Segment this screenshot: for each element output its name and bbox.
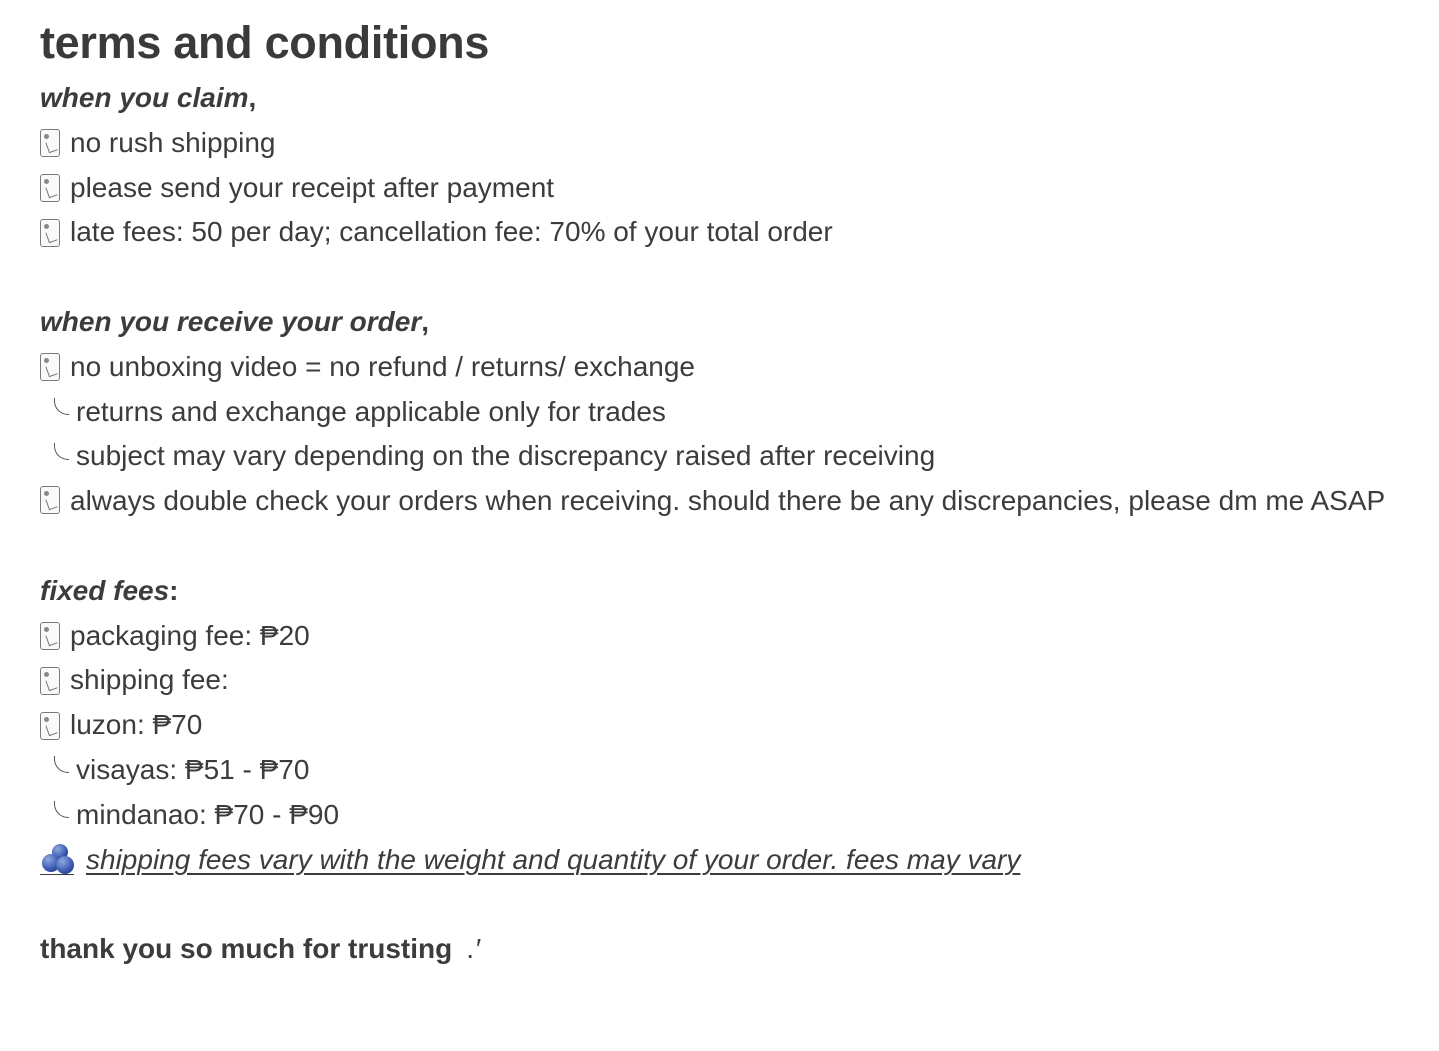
fees-heading-punct: : (169, 574, 179, 606)
mindanao-fee-text: mindanao: ₱70 - ₱90 (76, 798, 340, 830)
list-item (40, 658, 1439, 703)
blue-bubbles-icon (40, 844, 74, 875)
sub-list-item (40, 748, 1439, 793)
receive-heading-punct: , (421, 305, 430, 337)
flower-card-icon (40, 486, 60, 514)
hook-arrow-icon (54, 402, 72, 422)
list-item (40, 345, 1439, 390)
spacer (40, 255, 1439, 300)
spacer (40, 524, 1439, 569)
sub-list-item (40, 434, 1439, 479)
flower-card-icon (40, 622, 60, 650)
fees-note (40, 838, 1439, 883)
fees-note-text: shipping fees vary with the weight and quantity of your order. fees may vary (86, 843, 1021, 875)
flower-card-icon (40, 129, 60, 157)
hook-arrow-icon (54, 447, 72, 467)
claim-heading-text: when you claim (40, 82, 249, 113)
receive-item-text: no unboxing video = no refund / returns/ exchange (70, 350, 695, 382)
flower-card-icon (40, 667, 60, 695)
hook-arrow-icon (54, 760, 72, 780)
receive-heading (40, 300, 1439, 345)
receive-heading-text: when you receive your order (40, 305, 422, 337)
receive-check-text: always double check your orders when receiving. should there be any discrepancies, please dm me ASAP (70, 485, 1386, 517)
spacer (40, 882, 1439, 927)
flower-card-icon (40, 174, 60, 202)
closing-line (40, 927, 1439, 972)
receive-subitem-text: returns and exchange applicable only for trades (76, 395, 666, 427)
fees-heading (40, 569, 1439, 614)
closing-sparkle: .′ (466, 933, 484, 965)
flower-card-icon (40, 219, 60, 247)
sub-list-item (40, 390, 1439, 435)
list-item (40, 121, 1439, 166)
claim-heading-punct: , (248, 82, 257, 113)
claim-item-text: please send your receipt after payment (70, 171, 555, 203)
luzon-fee-text: luzon: ₱70 (70, 709, 203, 741)
list-item (40, 614, 1439, 659)
list-item (40, 166, 1439, 211)
claim-item-text: no rush shipping (70, 126, 276, 158)
visayas-fee-text: visayas: ₱51 - ₱70 (76, 753, 310, 785)
list-item (40, 210, 1439, 255)
flower-card-icon (40, 712, 60, 740)
claim-item-text: late fees: 50 per day; cancellation fee: 70% of your total order (70, 216, 833, 248)
claim-heading (40, 76, 1439, 121)
packaging-fee-text: packaging fee: ₱20 (70, 619, 310, 651)
shipping-fee-text: shipping fee: (70, 664, 229, 696)
list-item (40, 703, 1439, 748)
sub-list-item (40, 793, 1439, 838)
fees-heading-text: fixed fees (40, 574, 170, 606)
list-item (40, 479, 1400, 524)
hook-arrow-icon (54, 805, 72, 825)
page-title: terms and conditions (40, 17, 490, 68)
flower-card-icon (40, 353, 60, 381)
closing-text: thank you so much for trusting (40, 933, 453, 965)
receive-subitem-text: subject may vary depending on the discrepancy raised after receiving (76, 440, 936, 472)
